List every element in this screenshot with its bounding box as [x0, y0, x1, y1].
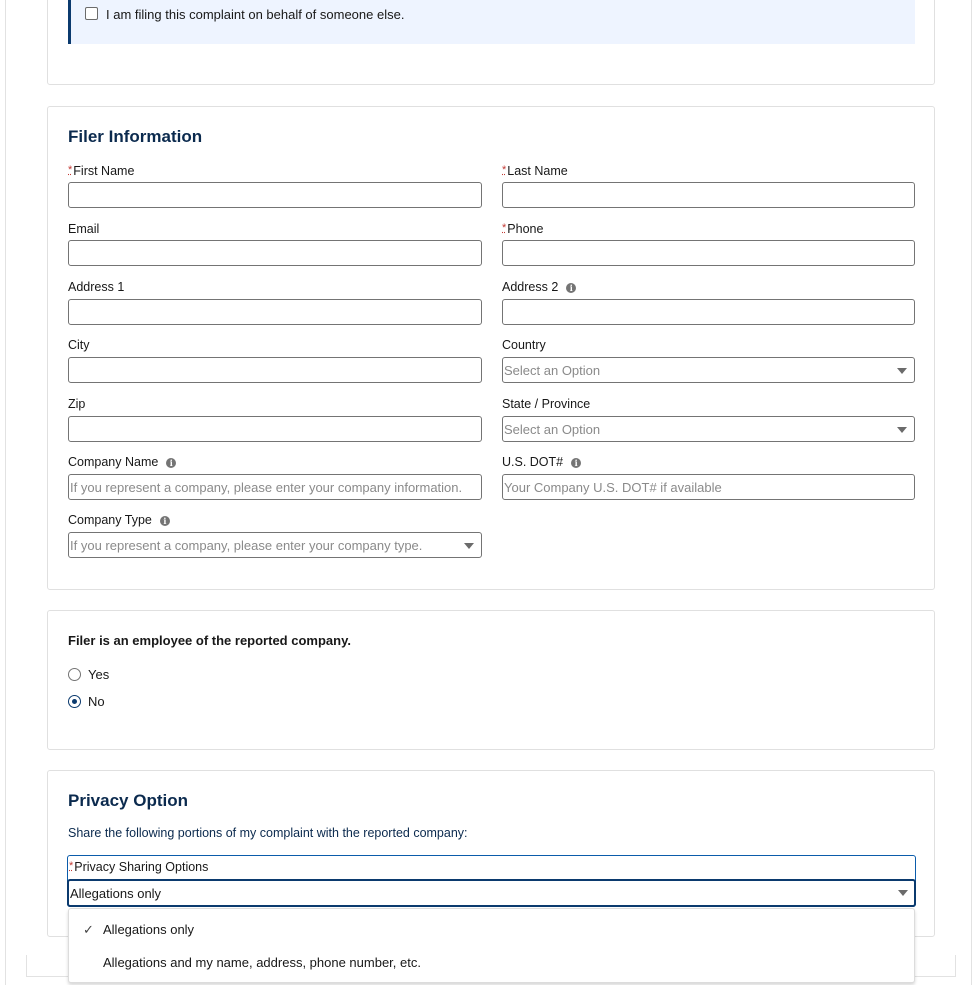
dropdown-option[interactable]: Allegations and my name, address, phone number, etc.: [103, 955, 421, 970]
info-icon[interactable]: i: [166, 458, 176, 468]
info-icon[interactable]: i: [571, 458, 581, 468]
privacy-sharing-select[interactable]: [67, 879, 916, 907]
company-name-label: Company Name i: [68, 455, 176, 469]
employee-card: [47, 610, 935, 750]
us-dot-placeholder: Your Company U.S. DOT# if available: [504, 480, 722, 495]
required-marker: *: [502, 164, 507, 176]
company-type-select[interactable]: [68, 532, 482, 558]
privacy-select-label: *Privacy Sharing Options: [69, 860, 209, 874]
privacy-description: Share the following portions of my complaint with the reported company:: [68, 826, 468, 840]
us-dot-input[interactable]: [502, 474, 915, 500]
last-name-input[interactable]: [502, 182, 915, 208]
address2-input[interactable]: [502, 299, 915, 325]
chevron-down-icon: [898, 890, 908, 896]
employee-question: Filer is an employee of the reported company.: [68, 633, 351, 648]
last-name-label: *Last Name: [502, 164, 568, 178]
info-icon[interactable]: i: [566, 283, 576, 293]
required-marker: *: [502, 222, 507, 234]
state-label: State / Province: [502, 397, 591, 411]
country-select-placeholder: Select an Option: [504, 363, 601, 378]
first-name-label: *First Name: [68, 164, 135, 178]
privacy-options-dropdown: [68, 908, 915, 983]
state-select-placeholder: Select an Option: [504, 422, 601, 437]
on-behalf-notice: [68, 0, 915, 44]
address1-input[interactable]: [68, 299, 482, 325]
phone-input[interactable]: [502, 240, 915, 266]
employee-no-label[interactable]: No: [88, 694, 105, 709]
container-edge: [955, 955, 956, 977]
zip-label: Zip: [68, 397, 86, 411]
check-icon: ✓: [83, 922, 94, 937]
employee-no-radio[interactable]: [68, 695, 81, 708]
country-label: Country: [502, 338, 546, 352]
address1-label: Address 1: [68, 280, 125, 294]
employee-yes-label[interactable]: Yes: [88, 667, 110, 682]
privacy-selected-value: Allegations only: [70, 886, 162, 901]
filer-information-title: Filer Information: [68, 127, 203, 146]
first-name-input[interactable]: [68, 182, 482, 208]
page-border-left: [5, 0, 6, 985]
info-icon[interactable]: i: [160, 516, 170, 526]
email-input[interactable]: [68, 240, 482, 266]
company-type-placeholder: If you represent a company, please enter your company type.: [70, 538, 423, 553]
on-behalf-checkbox-label[interactable]: I am filing this complaint on behalf of someone else.: [106, 7, 405, 22]
country-select[interactable]: [502, 357, 915, 383]
company-name-input[interactable]: [68, 474, 482, 500]
privacy-title: Privacy Option: [68, 791, 188, 810]
filer-information-card: [47, 106, 935, 590]
company-type-label: Company Type i: [68, 513, 170, 527]
chevron-down-icon: [897, 368, 907, 374]
required-marker: *: [69, 860, 74, 872]
address2-label: Address 2 i: [502, 280, 576, 294]
city-input[interactable]: [68, 357, 482, 383]
chevron-down-icon: [897, 427, 907, 433]
chevron-down-icon: [464, 543, 474, 549]
on-behalf-checkbox[interactable]: [85, 7, 98, 20]
employee-yes-radio[interactable]: [68, 668, 81, 681]
city-label: City: [68, 338, 90, 352]
state-select[interactable]: [502, 416, 915, 442]
page-border-right: [971, 0, 972, 985]
required-marker: *: [68, 164, 73, 176]
phone-label: *Phone: [502, 222, 544, 236]
dropdown-option[interactable]: ✓ Allegations only: [83, 922, 195, 937]
zip-input[interactable]: [68, 416, 482, 442]
us-dot-label: U.S. DOT# i: [502, 455, 581, 469]
email-label: Email: [68, 222, 100, 236]
container-edge: [26, 955, 27, 977]
company-name-placeholder: If you represent a company, please enter your company information.: [70, 480, 463, 495]
